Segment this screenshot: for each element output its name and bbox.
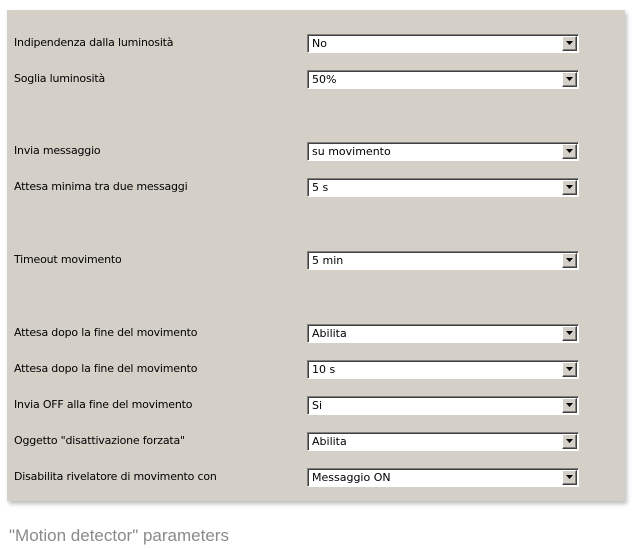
select-value: 5 min: [312, 254, 344, 267]
parameter-row-min-wait: [7, 176, 625, 200]
brightness-threshold-select[interactable]: [307, 70, 579, 89]
min-wait-select[interactable]: [307, 178, 579, 197]
parameters-panel: [7, 10, 625, 501]
figure-caption: "Motion detector" parameters: [9, 526, 229, 545]
dropdown-button[interactable]: [562, 180, 577, 195]
parameter-label: Attesa dopo la fine del movimento: [14, 326, 198, 339]
parameter-label: Timeout movimento: [14, 253, 122, 266]
send-off-select[interactable]: [307, 396, 579, 415]
parameter-label: Invia messaggio: [14, 144, 101, 157]
select-value: Abilita: [312, 435, 347, 448]
parameter-label: Attesa dopo la fine del movimento: [14, 362, 198, 375]
chevron-down-icon: [566, 439, 573, 443]
parameter-label: Disabilita rivelatore di movimento con: [14, 470, 217, 483]
parameter-label: Soglia luminosità: [14, 72, 105, 85]
select-value: Si: [312, 399, 323, 412]
dropdown-button[interactable]: [562, 36, 577, 51]
dropdown-button[interactable]: [562, 253, 577, 268]
chevron-down-icon: [566, 185, 573, 189]
chevron-down-icon: [566, 403, 573, 407]
select-value: Messaggio ON: [312, 471, 391, 484]
select-value: 50%: [312, 73, 337, 86]
forced-deactivation-select[interactable]: [307, 432, 579, 451]
parameter-label: Attesa minima tra due messaggi: [14, 180, 188, 193]
brightness-independence-select[interactable]: [307, 34, 579, 53]
parameter-row-send-off: [7, 394, 625, 418]
dropdown-button[interactable]: [562, 326, 577, 341]
parameter-row-brightness-threshold: [7, 68, 625, 92]
parameter-row-brightness-independence: [7, 32, 625, 56]
dropdown-button[interactable]: [562, 72, 577, 87]
wait-after-motion-enable-select[interactable]: [307, 324, 579, 343]
chevron-down-icon: [566, 258, 573, 262]
select-value: Abilita: [312, 327, 347, 340]
chevron-down-icon: [566, 331, 573, 335]
dropdown-button[interactable]: [562, 362, 577, 377]
parameter-row-wait-after-motion-enable: [7, 322, 625, 346]
chevron-down-icon: [566, 367, 573, 371]
select-value: su movimento: [312, 145, 391, 158]
chevron-down-icon: [566, 77, 573, 81]
chevron-down-icon: [566, 475, 573, 479]
parameter-row-forced-deactivation: [7, 430, 625, 454]
disable-detector-select[interactable]: [307, 468, 579, 487]
select-value: No: [312, 37, 327, 50]
dropdown-button[interactable]: [562, 434, 577, 449]
chevron-down-icon: [566, 41, 573, 45]
dropdown-button[interactable]: [562, 470, 577, 485]
parameter-row-disable-detector: [7, 466, 625, 490]
parameter-label: Oggetto "disattivazione forzata": [14, 434, 185, 447]
send-message-select[interactable]: [307, 142, 579, 161]
wait-after-motion-time-select[interactable]: [307, 360, 579, 379]
parameter-row-motion-timeout: [7, 249, 625, 273]
parameter-label: Invia OFF alla fine del movimento: [14, 398, 193, 411]
select-value: 5 s: [312, 181, 329, 194]
select-value: 10 s: [312, 363, 336, 376]
motion-timeout-select[interactable]: [307, 251, 579, 270]
parameter-row-wait-after-motion-time: [7, 358, 625, 382]
parameter-row-send-message: [7, 140, 625, 164]
parameter-label: Indipendenza dalla luminosità: [14, 36, 174, 49]
dropdown-button[interactable]: [562, 144, 577, 159]
dropdown-button[interactable]: [562, 398, 577, 413]
chevron-down-icon: [566, 149, 573, 153]
